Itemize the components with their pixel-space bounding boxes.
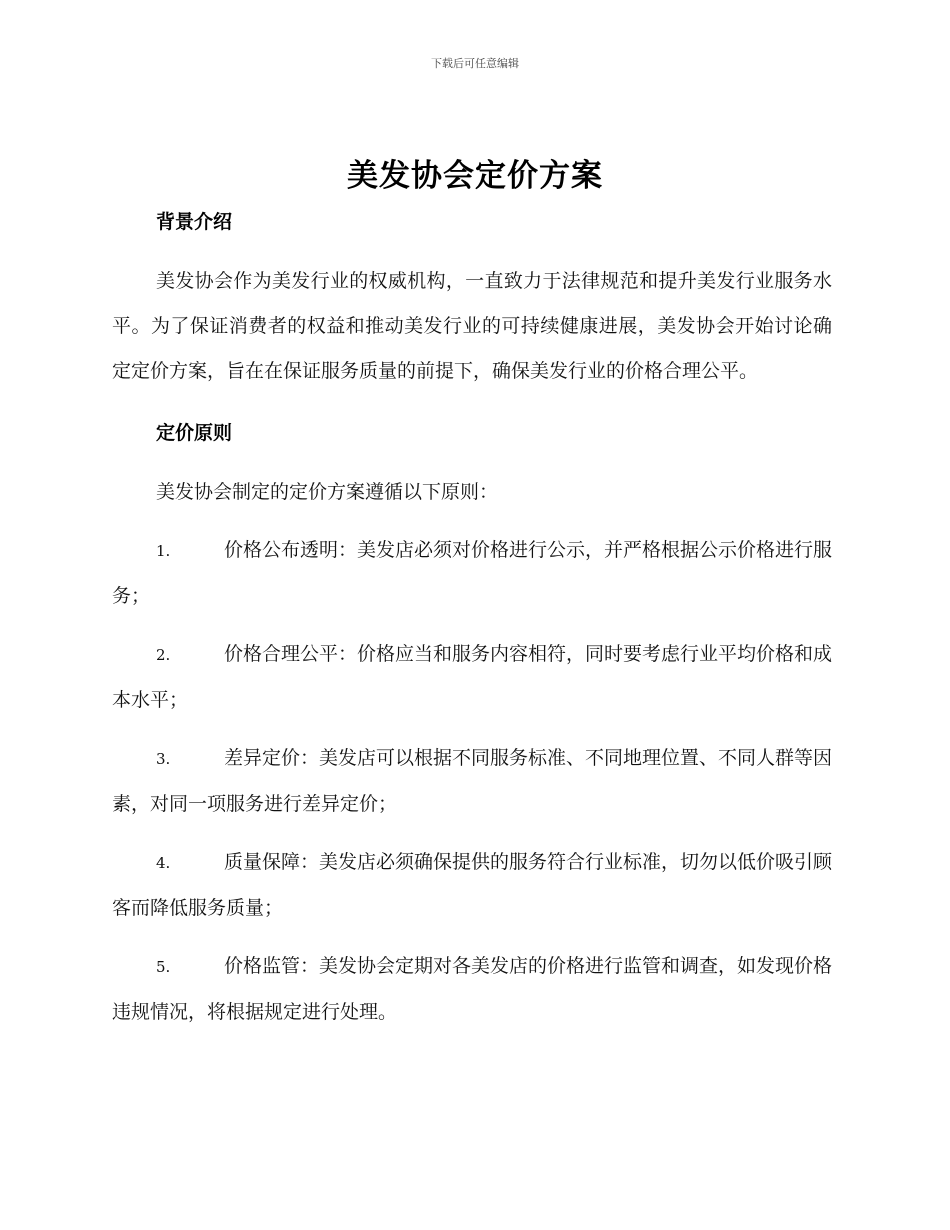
section-heading-principles: 定价原则 bbox=[156, 422, 233, 444]
list-text: 价格公布透明：美发店必须对价格进行公示，并严格根据公示价格进行服务； bbox=[112, 539, 833, 607]
section-heading-background: 背景介绍 bbox=[156, 211, 233, 233]
list-text: 价格合理公平：价格应当和服务内容相符，同时要考虑行业平均价格和成本水平； bbox=[112, 643, 833, 711]
background-paragraph: 美发协会作为美发行业的权威机构，一直致力于法律规范和提升美发行业服务水平。为了保证消费者的权益和推动美发行业的可持续健康进展，美发协会开始讨论确定定价方案，旨在在保证服务质量的前提下，确保美发行业的价格合理公平。 bbox=[112, 270, 832, 382]
list-item bbox=[112, 736, 832, 827]
list-number: 5. bbox=[156, 958, 171, 976]
document-title: 美发协会定价方案 bbox=[347, 158, 603, 194]
list-number: 3. bbox=[156, 750, 171, 768]
document-body bbox=[112, 205, 832, 1035]
list-item bbox=[112, 944, 832, 1035]
principles-intro: 美发协会制定的定价方案遵循以下原则： bbox=[156, 481, 499, 503]
list-text: 质量保障：美发店必须确保提供的服务符合行业标准，切勿以低价吸引顾客而降低服务质量； bbox=[112, 851, 833, 919]
list-text: 价格监管：美发协会定期对各美发店的价格进行监管和调查，如发现价格违规情况，将根据规定进行处理。 bbox=[112, 955, 833, 1023]
list-number: 2. bbox=[156, 646, 171, 664]
list-item bbox=[112, 840, 832, 931]
list-text: 差异定价：美发店可以根据不同服务标准、不同地理位置、不同人群等因素，对同一项服务进行差异定价； bbox=[112, 747, 833, 815]
list-item bbox=[112, 528, 832, 619]
list-item bbox=[112, 632, 832, 723]
list-number: 1. bbox=[156, 542, 171, 560]
header-note: 下载后可任意编辑 bbox=[431, 57, 519, 70]
list-number: 4. bbox=[156, 854, 171, 872]
